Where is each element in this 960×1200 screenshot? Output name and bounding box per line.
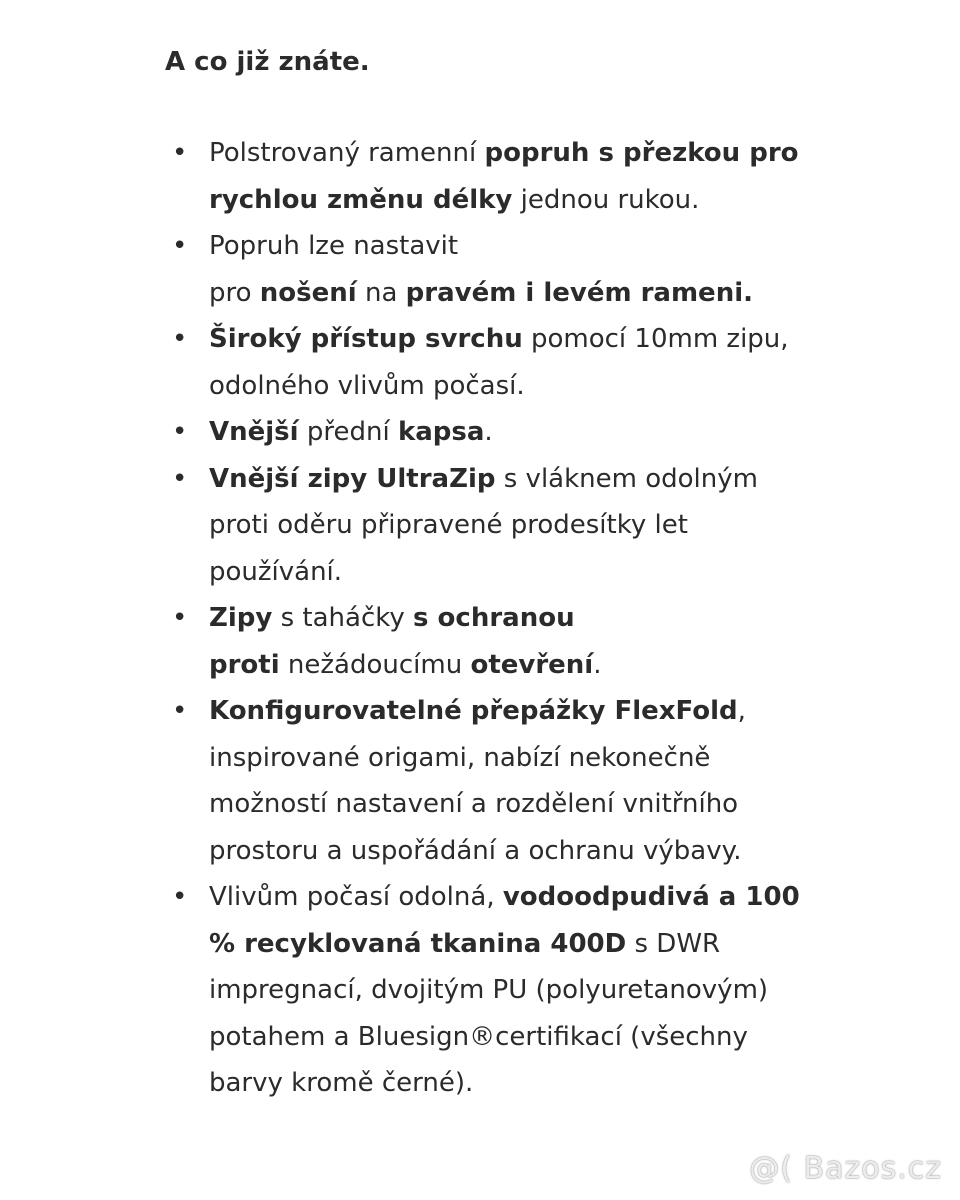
text: nežádoucímu — [279, 649, 471, 680]
bullet-icon: • — [172, 138, 188, 168]
text: Polstrovaný ramenní — [209, 138, 485, 168]
list-item — [168, 874, 808, 1107]
bold-text: vodoodpudivá a 100 % recyklovaná tkanina 400D — [209, 882, 800, 959]
list-item — [168, 223, 808, 316]
bazos-watermark: @( Bazos.cz — [749, 1151, 942, 1186]
bold-text: Zipy — [209, 603, 273, 633]
text: . — [593, 649, 602, 680]
bold-text: Vnější zipy UltraZip — [209, 463, 496, 494]
bullet-icon: • — [172, 463, 188, 494]
bullet-icon: • — [172, 417, 188, 447]
text: pro — [209, 277, 260, 308]
bold-text: popruh s přezkou pro rychlou změnu délky — [209, 138, 799, 215]
list-item — [168, 409, 808, 456]
bold-text: pravém i levém rameni. — [405, 277, 753, 308]
text: s taháčky — [272, 603, 414, 633]
text: na — [356, 277, 406, 308]
text: Popruh lze nastavit — [209, 231, 459, 261]
section-heading: A co již znáte. — [165, 47, 370, 77]
text: s vláknem odolným proti oděru připravené prodesítky let používání. — [209, 463, 758, 587]
list-item — [168, 316, 808, 409]
bullet-icon: • — [172, 324, 188, 354]
bold-text: Vnější — [209, 417, 299, 447]
list-item — [168, 456, 808, 596]
bold-text: Široký přístup svrchu — [209, 324, 523, 354]
list-item — [168, 688, 808, 874]
bullet-icon: • — [172, 696, 188, 726]
text: Vlivům počasí odolná, — [209, 882, 503, 912]
bullet-icon: • — [172, 882, 188, 912]
text: s DWR impregnací, dvojitým PU (polyuretanovým) potahem a Bluesign®certifikací (všechny barvy kromě černé). — [209, 928, 769, 1098]
text: , inspirované origami, nabízí nekonečně možností nastavení a rozdělení vnitřního prostoru a uspořádání a ochranu výbavy. — [209, 696, 746, 866]
bold-text: otevření — [470, 649, 594, 680]
list-item — [168, 595, 808, 688]
bold-text: kapsa — [397, 417, 485, 447]
text: jednou rukou. — [512, 184, 700, 215]
text: . — [484, 417, 493, 447]
text: přední — [298, 417, 398, 447]
feature-list — [168, 130, 808, 1107]
list-item — [168, 130, 808, 223]
bold-text: nošení — [259, 277, 357, 308]
bullet-icon: • — [172, 231, 188, 261]
bullet-icon: • — [172, 603, 188, 633]
text: pomocí 10mm zipu, odolného vlivům počasí. — [209, 324, 789, 401]
bold-text: s ochranou — [413, 603, 575, 633]
bold-text: Konfigurovatelné přepážky FlexFold — [209, 696, 738, 726]
bold-text: proti — [209, 649, 280, 680]
